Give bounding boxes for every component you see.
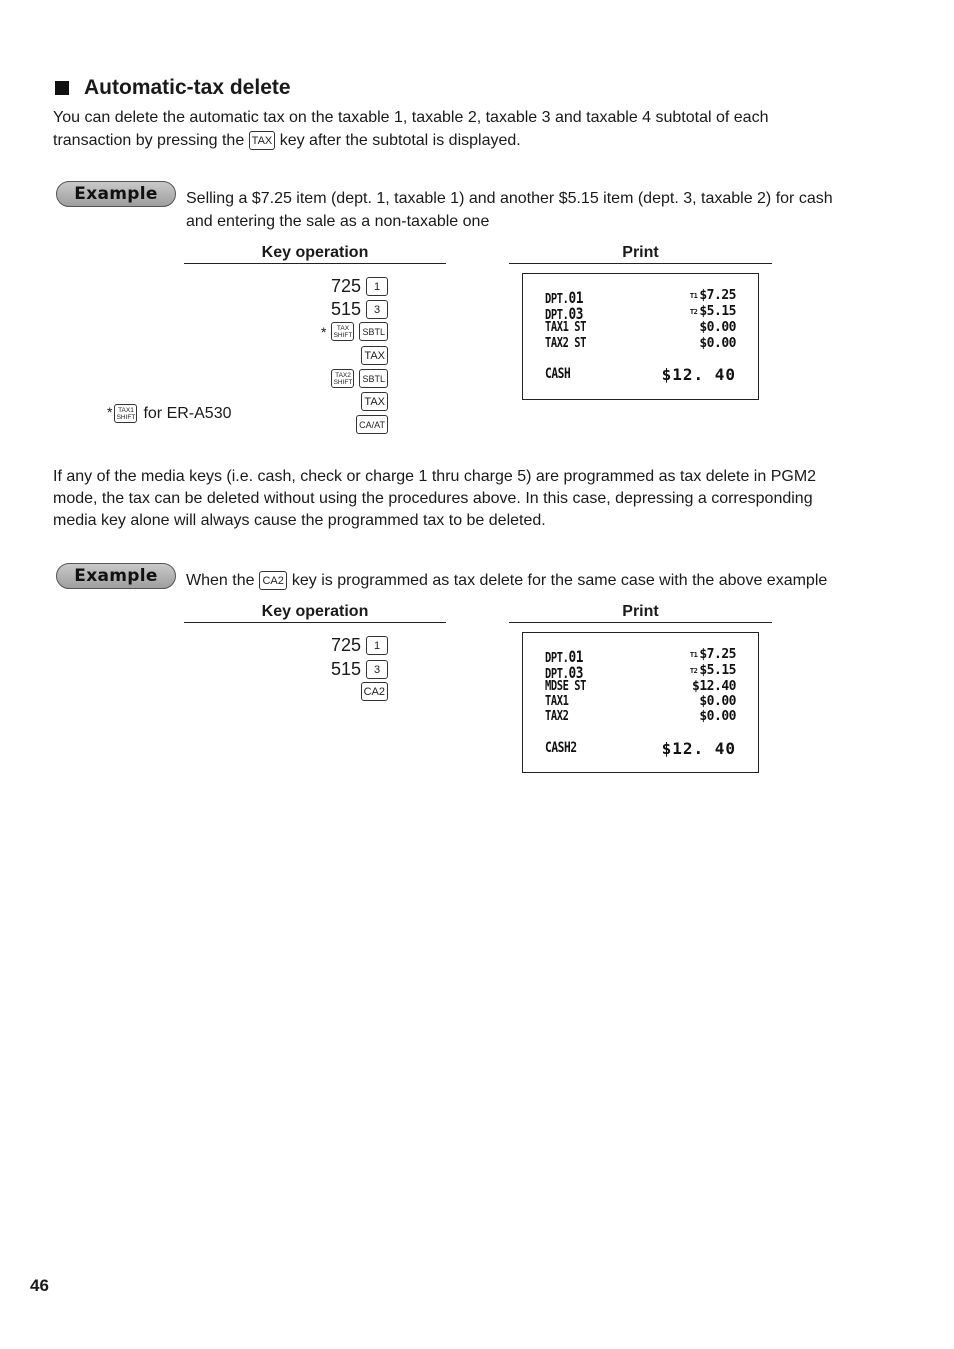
op-row-tax-shift-sbtl: * TAX SHIFT SBTL [321, 322, 388, 341]
receipt-value: $0.00 [699, 694, 736, 709]
tax-key-icon: TAX [249, 131, 276, 150]
receipt-line: DPT.03 [545, 304, 584, 323]
tax-key-icon: TAX [361, 346, 388, 365]
key-3-icon: 3 [366, 300, 388, 319]
receipt-value: T2 $5.15 [689, 663, 736, 678]
receipt-value: T1 $7.25 [689, 647, 736, 662]
example1-description: Selling a $7.25 item (dept. 1, taxable 1) and another $5.15 item (dept. 3, taxable 2) for cash and entering the sale as a non-taxable one [186, 190, 833, 230]
example-badge-2: Example [56, 563, 176, 589]
receipt-print-2 [522, 632, 759, 773]
tax-key-icon: TAX [361, 392, 388, 411]
op-row-515: 515 3 [331, 659, 388, 680]
receipt-line: TAX1 [545, 694, 569, 709]
example2-description: When the CA2 key is programmed as tax delete for the same case with the above example [186, 572, 828, 589]
receipt-value: T2 $5.15 [689, 304, 736, 319]
op-row-tax-1 [361, 346, 388, 365]
receipt-line: TAX2 [545, 709, 569, 724]
print-header-2: Print [509, 603, 772, 623]
receipt-total-value: $12. 40 [661, 365, 736, 384]
op-row-515: 515 3 [331, 299, 388, 320]
key-3-icon: 3 [366, 660, 388, 679]
tax2-shift-key-icon: TAX2 SHIFT [331, 369, 354, 388]
op-row-tax-2 [361, 392, 388, 411]
key-operation-header-1: Key operation [184, 244, 446, 264]
sbtl-key-icon: SBTL [359, 322, 388, 341]
ca2-key-icon: CA2 [259, 571, 286, 590]
sbtl-key-icon: SBTL [359, 369, 388, 388]
op-row-725: 725 1 [331, 635, 388, 656]
receipt-total-label: CASH2 [545, 740, 577, 756]
square-bullet-icon [55, 81, 69, 95]
section-heading [55, 76, 291, 100]
key-1-icon: 1 [366, 277, 388, 296]
example-badge-1: Example [56, 181, 176, 207]
receipt-value: $0.00 [699, 336, 736, 351]
key-1-icon: 1 [366, 636, 388, 655]
receipt-value: $12.40 [692, 679, 736, 694]
op-row-ca-at [356, 415, 388, 434]
tax-shift-key-icon: TAX SHIFT [331, 322, 354, 341]
receipt-value: T1 $7.25 [689, 288, 736, 303]
receipt-value: $0.00 [699, 709, 736, 724]
op-row-tax2-shift-sbtl [331, 369, 388, 388]
intro-line-2: transaction by pressing the TAX key after the subtotal is displayed. [53, 132, 521, 149]
receipt-line: TAX2 ST [545, 336, 587, 351]
tax1-shift-key-icon: TAX1 SHIFT [114, 404, 137, 423]
page-number: 46 [30, 1276, 49, 1295]
receipt-total-label: CASH [545, 366, 571, 382]
receipt-line: DPT.01 [545, 288, 584, 307]
receipt-total-value: $12. 40 [661, 739, 736, 758]
receipt-line: DPT.03 [545, 663, 584, 682]
media-keys-paragraph: If any of the media keys (i.e. cash, check or charge 1 thru charge 5) are programmed as tax delete in PGM2 mode, the tax can be deleted without using the procedures above. In this case, depressing a corresponding media key alone will always cause the programmed tax to be deleted. [53, 468, 817, 529]
ca2-key-icon: CA2 [361, 682, 388, 701]
footnote-er-a530: * TAX1 SHIFT for ER-A530 [107, 404, 232, 422]
receipt-line: MDSE ST [545, 679, 587, 694]
receipt-line: TAX1 ST [545, 320, 587, 335]
ca-at-key-icon: CA/AT [356, 415, 388, 434]
op-row-ca2 [361, 682, 388, 701]
receipt-value: $0.00 [699, 320, 736, 335]
intro-line-1: You can delete the automatic tax on the taxable 1, taxable 2, taxable 3 and taxable 4 subtotal of each [53, 109, 769, 126]
receipt-print-1 [522, 273, 759, 400]
print-header-1: Print [509, 244, 772, 264]
heading-text: Automatic-tax delete [84, 76, 291, 99]
intro-paragraph [53, 106, 893, 152]
op-row-725: 725 1 [331, 276, 388, 297]
key-operation-header-2: Key operation [184, 603, 446, 623]
receipt-line: DPT.01 [545, 647, 584, 666]
